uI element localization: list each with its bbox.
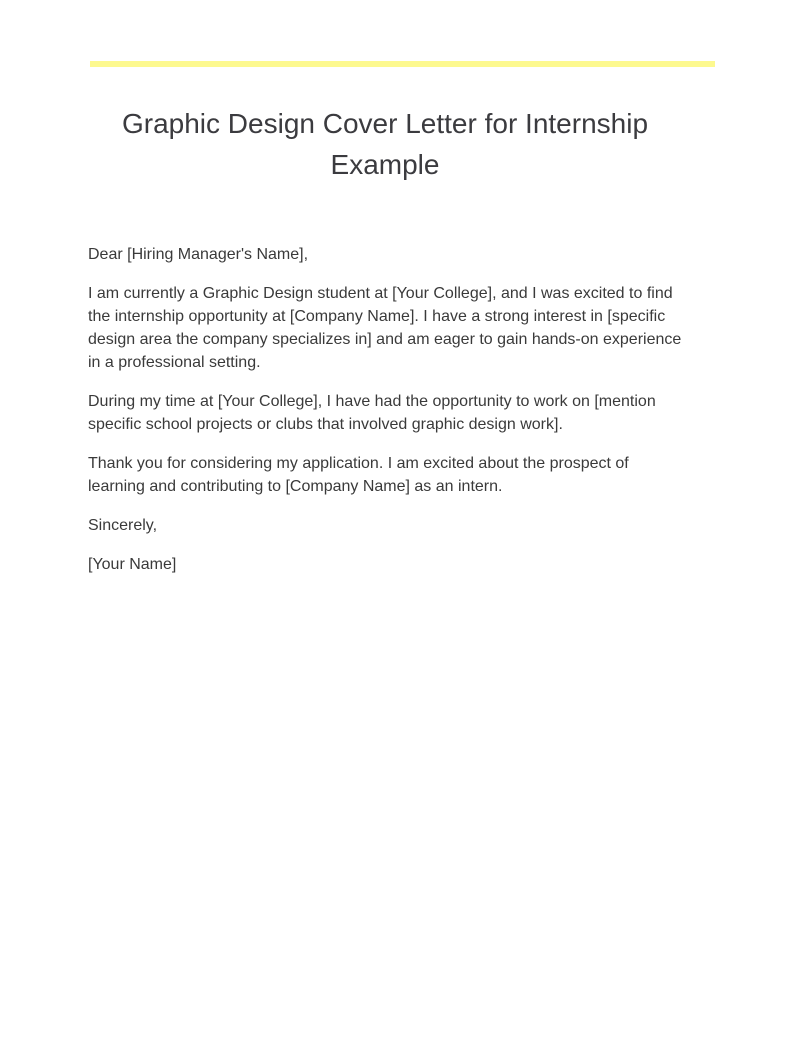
- paragraph-3: Thank you for considering my application. I am excited about the prospect of learning and contributing to [Company Name] as an intern.: [88, 455, 629, 495]
- signature: [Your Name]: [88, 556, 177, 573]
- accent-bar: [90, 61, 715, 67]
- greeting: Dear [Hiring Manager's Name],: [88, 246, 309, 263]
- page-title: Graphic Design Cover Letter for Internship Example: [121, 108, 649, 180]
- paragraph-2: During my time at [Your College], I have had the opportunity to work on [mention specific school projects or clubs that involved graphic design work].: [88, 393, 656, 433]
- letter-body: [88, 243, 688, 592]
- closing: Sincerely,: [88, 517, 158, 534]
- paragraph-1: I am currently a Graphic Design student at [Your College], and I was excited to find the internship opportunity at [Company Name]. I have a strong interest in [specific design area the company specializes in] and am eager to gain hands-on experience in a professional setting.: [88, 285, 682, 371]
